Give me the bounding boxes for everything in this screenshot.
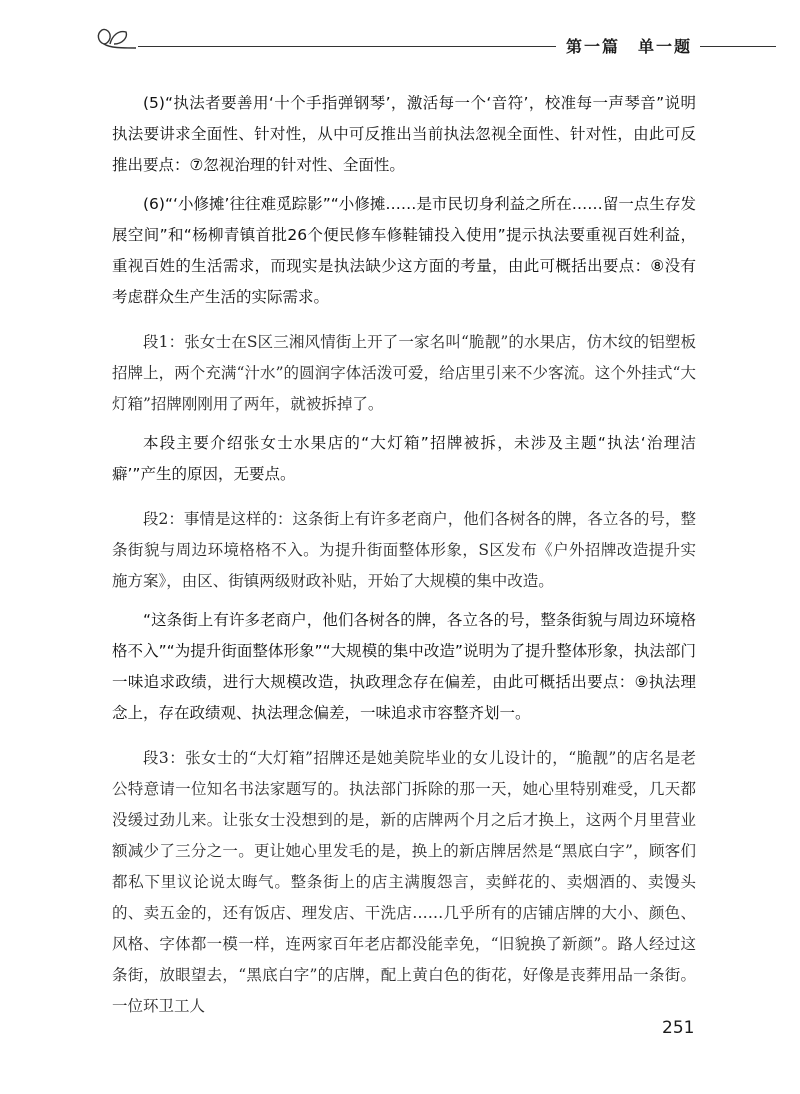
paragraph-segment-3: 段3：张女士的“大灯箱”招牌还是她美院毕业的女儿设计的，“脆靓”的店名是老公特意请一位知名书法家题写的。执法部门拆除的那一天，她心里特别难受，几天都没缓过劲儿来。让张女士没想到的是，新的店牌两个月之后才换上，这两个月里营业额减少了三分之一。更让她心里发毛的是，换上的新店牌居然是“黑底白字”，顾客们都私下里议论说太晦气。整条街上的店主满腹怨言，卖鲜花的、卖烟酒的、卖馒头的、卖五金的，还有饭店、理发店、干洗店……几乎所有的店铺店牌的大小、颜色、风格、字体都一模一样，连两家百年老店都没能幸免，“旧貌换了新颜”。路人经过这条街，放眼望去，“黑底白字”的店牌，配上黄白色的街花，好像是丧葬用品一条街。一位环卫工人 (112, 749, 696, 1015)
paragraph-point-6: (6)“‘小修摊’往往难觅踪影”“小修摊……是市民切身利益之所在……留一点生存发展空间”和“杨柳青镇首批26个便民修车修鞋铺投入使用”提示执法要重视百姓利益，重视百姓的生活需求，而现实是执法缺少这方面的考量，由此可概括出要点：⑧没有考虑群众生产生活的实际需求。 (112, 195, 696, 306)
page-header (0, 20, 800, 60)
page-number: 251 (662, 1018, 695, 1038)
paragraph-segment-2: 段2：事情是这样的：这条街上有许多老商户，他们各树各的牌，各立各的号，整条街貌与周边环境格格不入。为提升街面整体形象，S区发布《户外招牌改造提升实施方案》，由区、街镇两级财政补贴，开始了大规模的集中改造。 (112, 510, 696, 590)
header-rule-left (138, 46, 556, 47)
paragraph-point-5: (5)“执法者要善用‘十个手指弹钢琴’，激活每一个‘音符’，校准每一声琴音”说明执法要讲求全面性、针对性，从中可反推出当前执法忽视全面性、针对性，由此可反推出要点：⑦忽视治理的针对性、全面性。 (112, 94, 696, 174)
paragraph-analysis-1: 本段主要介绍张女士水果店的“大灯箱”招牌被拆，未涉及主题“执法‘治理洁癖’”产生的原因，无要点。 (112, 434, 696, 483)
header-title: 第一篇 单一题 (566, 37, 693, 56)
page-body (112, 88, 696, 1030)
leaf-sprout-icon (96, 22, 136, 52)
paragraph-segment-1: 段1：张女士在S区三湘风情街上开了一家名叫“脆靓”的水果店，仿木纹的铝塑板招牌上，两个充满“汁水”的圆润字体活泼可爱，给店里引来不少客流。这个外挂式“大灯箱”招牌刚刚用了两年，就被拆掉了。 (112, 333, 696, 413)
header-rule-right (700, 46, 776, 47)
paragraph-analysis-2: “这条街上有许多老商户，他们各树各的牌，各立各的号，整条街貌与周边环境格格不入”“为提升街面整体形象”“大规模的集中改造”说明为了提升整体形象，执法部门一味追求政绩，进行大规模改造，执政理念存在偏差，由此可概括出要点：⑨执法理念上，存在政绩观、执法理念偏差，一味追求市容整齐划一。 (112, 611, 696, 722)
